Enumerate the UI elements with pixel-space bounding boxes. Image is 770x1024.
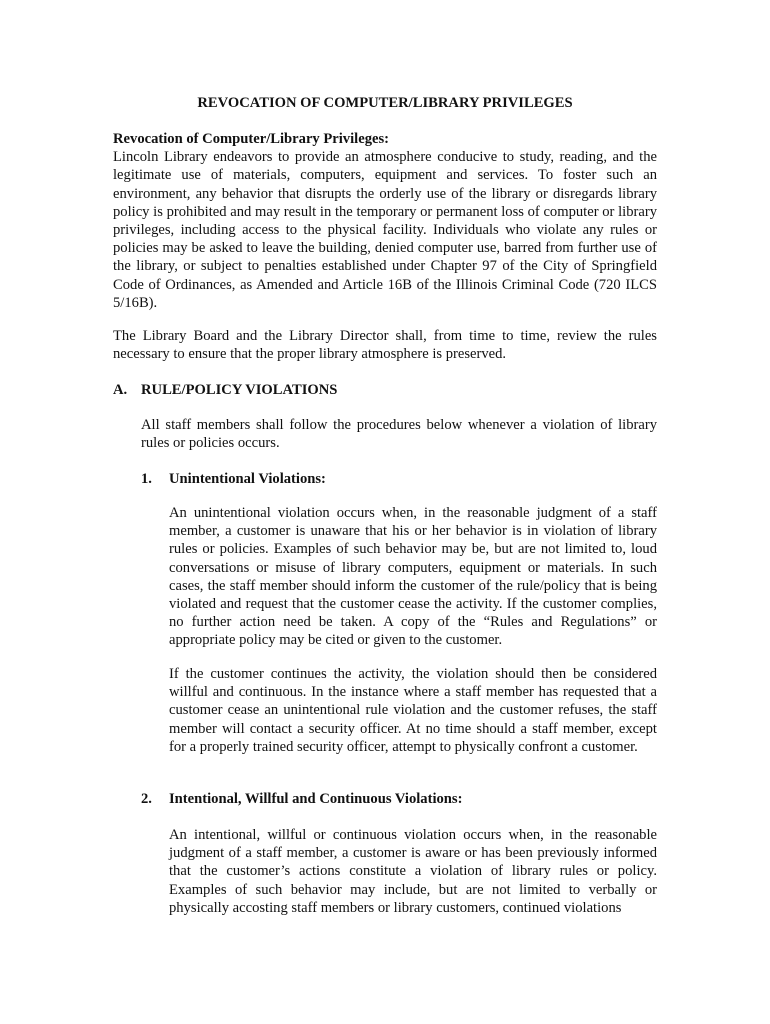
page-title: REVOCATION OF COMPUTER/LIBRARY PRIVILEGES xyxy=(197,95,573,111)
section-a-paragraph: All staff members shall follow the procedures below whenever a violation of library rules or policies occurs. xyxy=(141,417,657,452)
section-a-heading xyxy=(113,381,657,400)
item-2-title: Intentional, Willful and Continuous Violations: xyxy=(169,791,463,807)
item-2-heading xyxy=(141,790,657,809)
item-2-label: 2. xyxy=(141,791,152,807)
item-2-paragraph-1: An intentional, willful or continuous violation occurs when, in the reasonable judgment of a staff member, a customer is aware or has been previously informed that the customer’s actions constitute a violation of library rules or policy. Examples of such behavior may include, but are not limited to verbally or physically accosting staff members or library customers, continued violations xyxy=(169,827,657,916)
item-1-title: Unintentional Violations: xyxy=(169,471,326,487)
item-1-heading xyxy=(141,470,657,489)
board-paragraph: The Library Board and the Library Director shall, from time to time, review the rules necessary to ensure that the proper library atmosphere is preserved. xyxy=(113,328,657,363)
section-a-label: A. xyxy=(113,382,128,398)
item-1-paragraph-1: An unintentional violation occurs when, in the reasonable judgment of a staff member, a customer is unaware that his or her behavior is in violation of library rules or policies. Examples of such behavior may be, but are not limited to, loud conversations or misuse of library computers, equipment or materials. In such cases, the staff member should inform the customer of the rule/policy that is being violated and request that the customer cease the activity. If the customer complies, no further action need be taken. A copy of the “Rules and Regulations” or appropriate policy may be cited or given to the customer. xyxy=(169,505,657,649)
intro-text: Lincoln Library endeavors to provide an atmosphere conducive to study, reading, and the legitimate use of materials, computers, equipment and services. To foster such an environment, any behavior that disrupts the orderly use of the library or disregards library policy is prohibited and may result in the temporary or permanent loss of computer or library privileges, including access to the physical facility. Individuals who violate any rules or policies may be asked to leave the building, denied computer use, barred from further use of the library, or subject to penalties established under Chapter 97 of the City of Springfield Code of Ordinances, as Amended and Article 16B of the Illinois Criminal Code (720 ILCS 5/16B). xyxy=(113,149,657,311)
item-1-label: 1. xyxy=(141,471,152,487)
intro-heading: Revocation of Computer/Library Privileges: xyxy=(113,131,390,147)
intro-paragraph xyxy=(113,130,657,312)
item-1-paragraph-2: If the customer continues the activity, the violation should then be considered willful and continuous. In the instance where a staff member has requested that a customer cease an unintentional rule violation and the customer refuses, the staff member will contact a security officer. At no time should a staff member, except for a properly trained security officer, attempt to physically confront a customer. xyxy=(169,666,657,755)
section-a-title: RULE/POLICY VIOLATIONS xyxy=(141,382,338,398)
